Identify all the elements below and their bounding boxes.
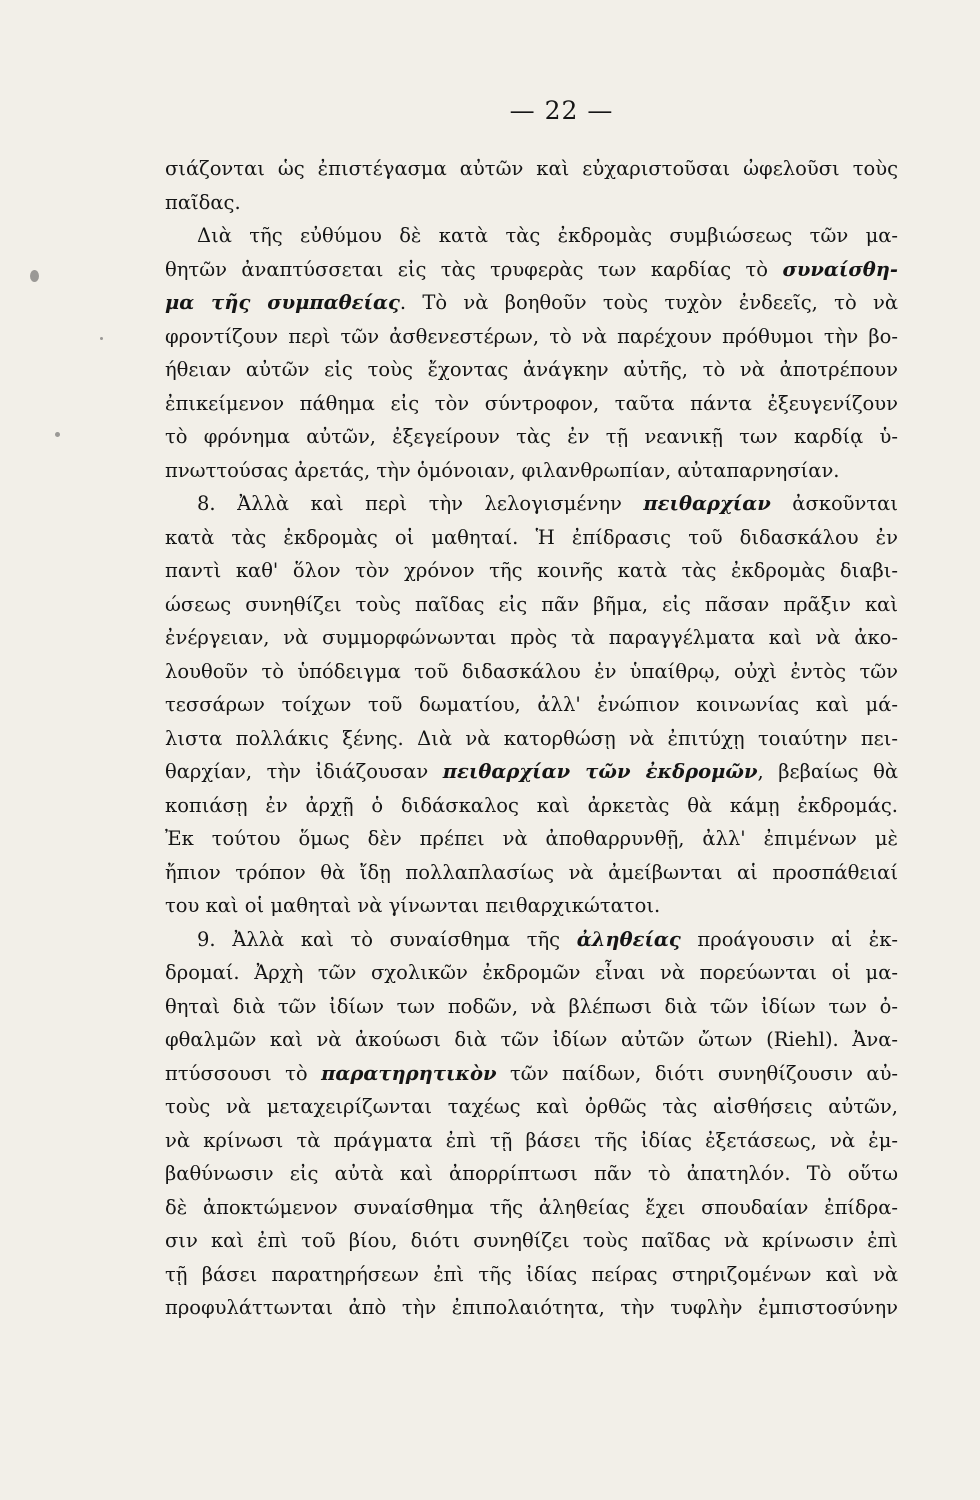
text-line [165, 387, 898, 421]
text-segment: παῖδας. [165, 190, 241, 214]
text-segment: ἤπιον τρόπον θὰ ἴδῃ πολλαπλασίως νὰ ἀμείβωνται αἱ προσπάθειαί [165, 860, 898, 884]
text-line [165, 923, 898, 957]
text-line [165, 1258, 898, 1292]
text-line [165, 789, 898, 823]
text-segment: δὲ ἀποκτώμενον συναίσθημα τῆς ἀληθείας ἔχει σπουδαίαν ἐπίδρα- [165, 1195, 898, 1219]
text-segment: , βεβαίως θὰ [757, 760, 898, 783]
text-line [165, 353, 898, 387]
text-segment: ώσεως συνηθίζει τοὺς παῖδας εἰς πᾶν βῆμα, εἰς πᾶσαν πρᾶξιν καὶ [165, 592, 898, 616]
text-line [165, 1057, 898, 1091]
text-segment: κοπιάσῃ ἐν ἀρχῇ ὁ διδάσκαλος καὶ ἀρκετὰς θὰ κάμῃ ἐκδρομάς. [165, 793, 898, 817]
text-segment: σιάζονται ὡς ἐπιστέγασμα αὐτῶν καὶ εὐχαριστοῦσαι ὠφελοῦσι τοὺς [165, 157, 898, 180]
text-segment: βαθύνωσιν εἰς αὐτὰ καὶ ἀπορρίπτωσι πᾶν τὸ ἀπατηλόν. Τὸ οὕτω [165, 1162, 898, 1185]
text-line [165, 320, 898, 354]
text-segment: σιν καὶ ἐπὶ τοῦ βίου, διότι συνηθίζει τοὺς παῖδας νὰ κρίνωσιν ἐπὶ [165, 1229, 898, 1252]
text-line [165, 1023, 898, 1057]
text-line [165, 822, 898, 856]
text-line [165, 621, 898, 655]
text-line [165, 454, 898, 488]
text-segment: φροντίζουν περὶ τῶν ἀσθενεστέρων, τὸ νὰ παρέχουν πρόθυμοι τὴν βο- [165, 324, 898, 348]
text-line [165, 554, 898, 588]
text-line [165, 186, 898, 220]
text-segment: φθαλμῶν καὶ νὰ ἀκούωσι διὰ τῶν ἰδίων αὐτῶν ὤτων (Riehl). Ἀνα- [165, 1028, 898, 1051]
text-segment: 9. Ἀλλὰ καὶ τὸ συναίσθημα τῆς [197, 927, 577, 951]
body-text [165, 152, 898, 1325]
text-segment: ήθειαν αὐτῶν εἰς τοὺς ἔχοντας ἀνάγκην αὐτῆς, τὸ νὰ ἀποτρέπουν [165, 358, 898, 381]
text-segment: ἐπικείμενον πάθημα εἰς τὸν σύντροφον, ταῦτα πάντα ἐξευγενίζουν [165, 391, 898, 415]
text-segment: Ἐκ τούτου ὅμως δὲν πρέπει νὰ ἀποθαρρυνθῇ, ἀλλ' ἐπιμένων μὲ [165, 827, 898, 850]
text-segment: παντὶ καθ' ὅλον τὸν χρόνον τῆς κοινῆς κατὰ τὰς ἐκδρομὰς διαβι- [165, 559, 898, 582]
text-segment: τοὺς νὰ μεταχειρίζωνται ταχέως καὶ ὀρθῶς τὰς αἰσθήσεις αὐτῶν, [165, 1095, 898, 1118]
text-line [165, 655, 898, 689]
text-segment: ἀσκοῦνται [770, 492, 898, 515]
text-line [165, 219, 898, 253]
text-line [165, 521, 898, 555]
text-segment: . Τὸ νὰ βοηθοῦν τοὺς τυχὸν ἐνδεεῖς, τὸ νὰ [399, 291, 898, 314]
text-line [165, 889, 898, 923]
text-segment: προφυλάττωνται ἀπὸ τὴν ἐπιπολαιότητα, τὴν τυφλὴν ἐμπιστοσύνην [165, 1296, 898, 1319]
text-segment: νὰ κρίνωσι τὰ πράγματα ἐπὶ τῇ βάσει τῆς ἰδίας ἐξετάσεως, νὰ ἐμ- [165, 1128, 898, 1152]
emphasized-text: μα τῆς συμπαθείας [165, 291, 400, 314]
text-line [165, 487, 898, 521]
text-segment: κατὰ τὰς ἐκδρομὰς οἱ μαθηταί. Ἡ ἐπίδρασις τοῦ διδασκάλου ἐν [165, 525, 898, 549]
emphasized-text: πειθαρχίαν [643, 492, 771, 515]
emphasized-text: ἀληθείας [576, 927, 681, 951]
text-segment: θαρχίαν, τὴν ἰδιάζουσαν [165, 760, 443, 783]
text-segment: Διὰ τῆς εὐθύμου δὲ κατὰ τὰς ἐκδρομὰς συμβιώσεως τῶν μα- [197, 224, 898, 247]
text-segment: λιστα πολλάκις ξένης. Διὰ νὰ κατορθώσῃ νὰ ἐπιτύχῃ τοιαύτην πει- [165, 726, 898, 750]
text-line [165, 990, 898, 1024]
text-line [165, 688, 898, 722]
text-line [165, 1291, 898, 1325]
text-segment: λουθοῦν τὸ ὑπόδειγμα τοῦ διδασκάλου ἐν ὑπαίθρῳ, οὐχὶ ἐντὸς τῶν [165, 659, 898, 683]
emphasized-text: συναίσθη- [782, 257, 898, 281]
page-number: — 22 — [509, 96, 614, 125]
text-line [165, 1124, 898, 1158]
emphasized-text: παρατηρητικὸν [321, 1061, 497, 1085]
text-segment: ἐνέργειαν, νὰ συμμορφώνωνται πρὸς τὰ παραγγέλματα καὶ νὰ ἀκο- [165, 626, 898, 649]
text-segment: τεσσάρων τοίχων τοῦ δωματίου, ἀλλ' ἐνώπιον κοινωνίας καὶ μά- [165, 693, 898, 716]
text-line [165, 755, 898, 789]
text-segment: τῶν παίδων, διότι συνηθίζουσιν αὐ- [496, 1061, 898, 1085]
text-segment: τῇ βάσει παρατηρήσεων ἐπὶ τῆς ἰδίας πείρας στηριζομένων καὶ νὰ [165, 1262, 898, 1286]
text-line [165, 1090, 898, 1124]
text-segment: του καὶ οἱ μαθηταὶ νὰ γίνωνται πειθαρχικώτατοι. [165, 894, 661, 917]
text-segment: πτύσσουσι τὸ [165, 1061, 322, 1085]
text-line [165, 420, 898, 454]
text-line [165, 1191, 898, 1225]
text-line [165, 722, 898, 756]
text-line [165, 956, 898, 990]
text-line [165, 152, 898, 186]
text-segment: πνωττούσας ἀρετάς, τὴν ὁμόνοιαν, φιλανθρωπίαν, αὐταπαρνησίαν. [165, 458, 840, 482]
text-segment: θηταὶ διὰ τῶν ἰδίων των ποδῶν, νὰ βλέπωσι διὰ τῶν ἰδίων των ὀ- [165, 994, 898, 1018]
emphasized-text: πειθαρχίαν τῶν ἐκδρομῶν [442, 760, 758, 783]
text-segment: θητῶν ἀναπτύσσεται εἰς τὰς τρυφερὰς των καρδίας τὸ [165, 257, 783, 281]
text-segment: προάγουσιν αἱ ἐκ- [680, 927, 898, 951]
text-segment: τὸ φρόνημα αὐτῶν, ἐξεγείρουν τὰς ἐν τῇ νεανικῇ των καρδίᾳ ὑ- [165, 425, 898, 448]
text-line [165, 286, 898, 320]
text-line [165, 1157, 898, 1191]
text-line [165, 253, 898, 287]
text-line [165, 1224, 898, 1258]
text-line [165, 588, 898, 622]
text-segment: 8. Ἀλλὰ καὶ περὶ τὴν λελογισμένην [197, 492, 644, 515]
text-line [165, 856, 898, 890]
text-segment: δρομαί. Ἀρχὴ τῶν σχολικῶν ἐκδρομῶν εἶναι νὰ πορεύωνται οἱ μα- [165, 961, 898, 984]
